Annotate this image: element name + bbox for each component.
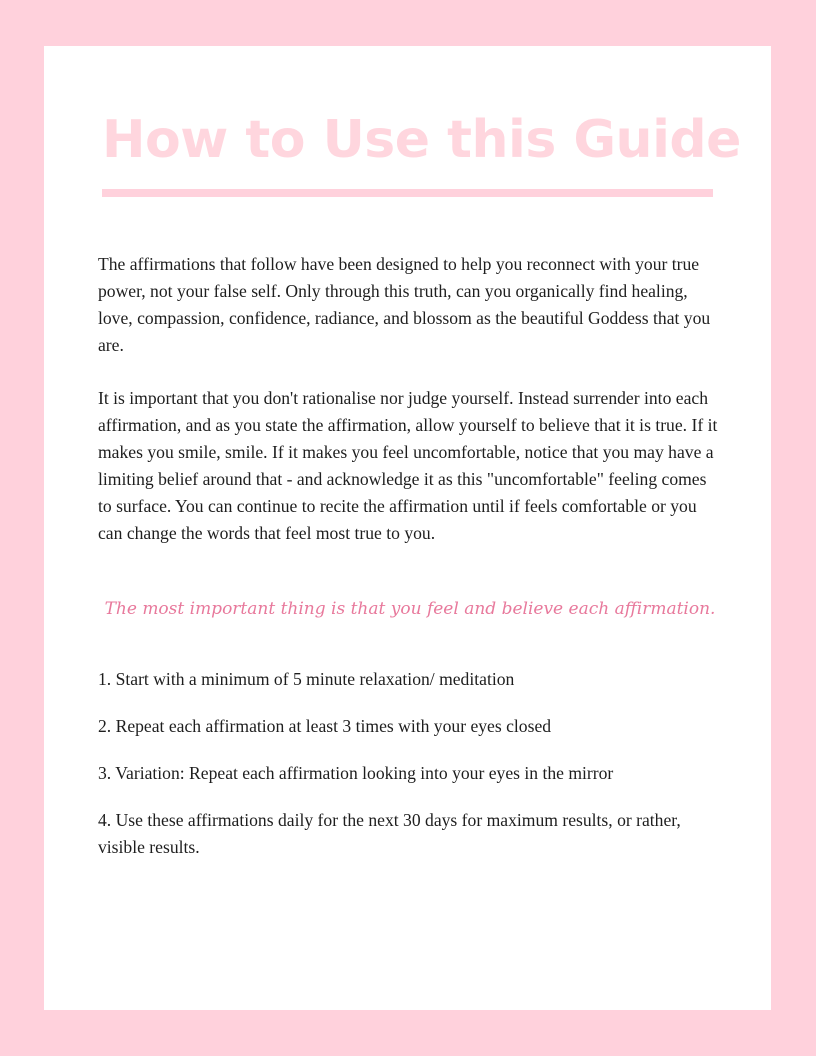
page-title: How to Use this Guide <box>102 110 741 170</box>
steps-list <box>98 666 728 881</box>
step-item: 1. Start with a minimum of 5 minute relaxation/ meditation <box>98 669 515 689</box>
step-item: 4. Use these affirmations daily for the next 30 days for maximum results, or rather, visible results. <box>98 810 681 857</box>
instructions-paragraph: It is important that you don't rationalise nor judge yourself. Instead surrender into each affirmation, and as you state the affirmation, allow yourself to believe that it is true. If it makes you smile, smile. If it makes you feel uncomfortable, notice that you may have a limiting belief around that - and acknowledge it as this "uncomfortable" feeling comes to surface. You can continue to recite the affirmation until if feels comfortable or you can change the words that feel most true to you. <box>98 388 718 543</box>
intro-paragraph: The affirmations that follow have been designed to help you reconnect with your true power, not your false self. Only through this truth, can you organically find healing, love, compassion, confidence, radiance, and blossom as the beautiful Goddess that you are. <box>98 254 711 355</box>
step-item: 2. Repeat each affirmation at least 3 times with your eyes closed <box>98 716 552 736</box>
highlight-quote: The most important thing is that you feel and believe each affirmation. <box>104 599 716 619</box>
title-underline <box>102 189 713 197</box>
step-item: 3. Variation: Repeat each affirmation looking into your eyes in the mirror <box>98 763 614 783</box>
